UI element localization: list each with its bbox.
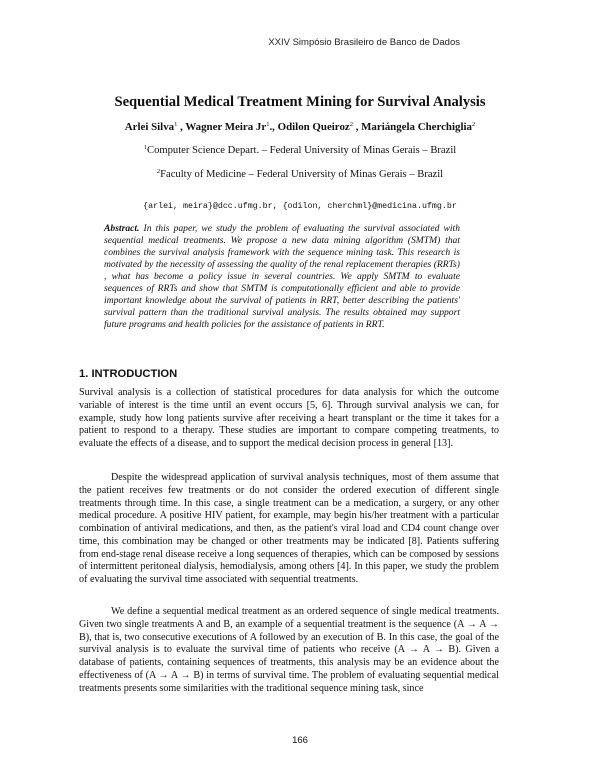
author-affil-mark: 1: [266, 121, 270, 128]
body-paragraph-2: Despite the widespread application of survival analysis techniques, most of them assume that the patient receives few treatments or do not consider the ordered execution of different single treatments through time. In this case, a single treatment can be a medication, a surgery, or any other medical procedure. A positive HIV patient, for example, may begin his/her treatment with a particular combination of antiviral medications, and then, as the patient's viral load and CD4 count change over time, this combination may be changed or other treatments may be indicated [8]. Patients suffering from end-stage renal disease receive a long sequences of therapies, which can be composed by sessions of intermittent peritoneal dialysis, hemodialysis, among others [4]. In this paper, we study the problem of evaluating the survival time associated with sequential treatments.: [79, 472, 499, 585]
body-paragraph-1: Survival analysis is a collection of statistical procedures for data analysis for which the outcome variable of interest is the time until an event occurs [5, 6]. Through survival analysis we can, for example, study how long patients survive after receiving a heart transplant or the time it takes for a patient to respond to a therapy. These studies are important to compare competing treatments, to evaluate the effects of a disease, and to support the medical decision process in general [13].: [79, 387, 499, 449]
author-name: Arlei Silva: [124, 121, 175, 133]
author-name: Odilon Queiroz: [277, 121, 350, 133]
author-name: Wagner Meira Jr: [185, 121, 267, 133]
section-heading: 1. INTRODUCTION: [79, 368, 178, 380]
abstract-text: In this paper, we study the problem of evaluating the survival associated with sequential medical treatments. We propose a new data mining algorithm (SMTM) that combines the survival analysis framework with the sequence mining task. This research is motivated by the necessity of assessing the quality of the renal replacement therapies (RRTs) , what has become a policy issue in several countries. We apply SMTM to evaluate sequences of RRTs and show that SMTM is computationally efficient and able to provide important knowledge about the survival of patients in RRT, better describing the patients' survival pattern than the traditional survival analysis. The results obtained may support future programs and health policies for the assistance of patients in RRT.: [104, 223, 460, 331]
affiliation-1: [0, 145, 600, 156]
abstract: [104, 223, 460, 331]
affiliation-text: Faculty of Medicine – Federal University of Minas Gerais – Brazil: [160, 169, 444, 180]
author-list: [0, 121, 600, 133]
paper-title: Sequential Medical Treatment Mining for Survival Analysis: [114, 94, 486, 110]
page-number: 166: [292, 735, 308, 746]
abstract-label: Abstract.: [104, 223, 140, 234]
affiliation-2: [0, 169, 600, 180]
author-affil-mark: 2: [471, 121, 476, 128]
author-separator: ,: [352, 121, 362, 133]
affiliation-text: Computer Science Depart. – Federal University of Minas Gerais – Brazil: [147, 145, 457, 156]
author-affil-mark: 2: [349, 121, 353, 128]
body-paragraph-3: We define a sequential medical treatment as an ordered sequence of single medical treatments. Given two single treatments A and B, an example of a sequential treatment is the sequence (A → A → B), that is, two consecutive executions of A followed by an execution of B. In this case, the goal of the survival analysis is to evaluate the survival time of patients who receive (A → A → B). Given a database of patients, containing sequences of treatments, this analysis may be an evidence about the effectiveness of (A → A → B) in terms of survival time. The problem of evaluating sequential medical treatments presents some similarities with the traditional sequence mining task, since: [79, 606, 499, 694]
running-header: XXIV Simpósio Brasileiro de Banco de Dados: [268, 37, 460, 48]
author-name: Mariángela Cherchiglia: [361, 121, 472, 133]
author-separator: .,: [269, 121, 278, 133]
affiliation-mark: 1: [143, 144, 148, 151]
author-separator: ,: [177, 121, 186, 133]
author-affil-mark: 1: [174, 121, 178, 128]
author-emails: {arlei, meira}@dcc.ufmg.br, {odilon, cherchml}@medicina.ufmg.br: [143, 202, 457, 211]
affiliation-mark: 2: [156, 168, 161, 175]
